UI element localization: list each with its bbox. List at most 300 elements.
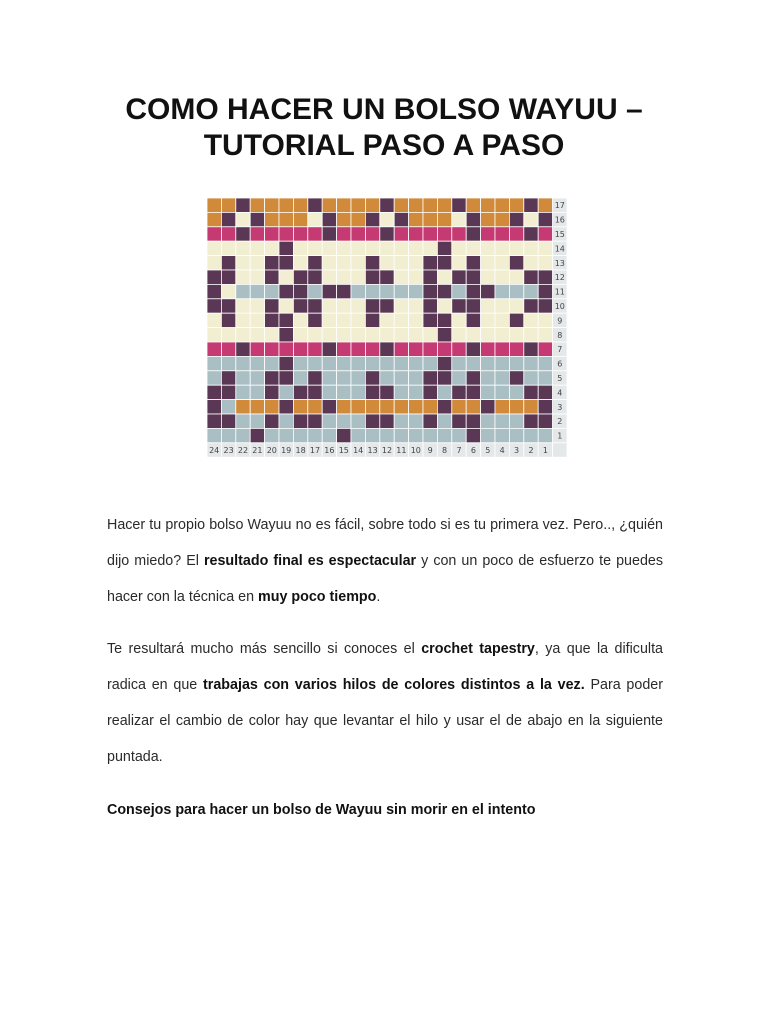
stitch-cell — [466, 356, 480, 370]
stitch-cell — [394, 212, 408, 226]
stitch-cell — [265, 414, 279, 428]
stitch-cell — [293, 198, 307, 212]
stitch-cell — [481, 356, 495, 370]
stitch-cell — [495, 313, 509, 327]
stitch-cell — [394, 256, 408, 270]
stitch-cell — [423, 371, 437, 385]
stitch-cell — [322, 270, 336, 284]
stitch-cell — [452, 212, 466, 226]
stitch-cell — [236, 371, 250, 385]
stitch-cell — [380, 313, 394, 327]
stitch-cell — [221, 227, 235, 241]
stitch-cell — [466, 428, 480, 442]
stitch-cell — [452, 342, 466, 356]
stitch-cell — [452, 328, 466, 342]
stitch-cell — [423, 256, 437, 270]
row-number-label: 16 — [554, 215, 565, 225]
stitch-cell — [409, 241, 423, 255]
stitch-cell — [279, 328, 293, 342]
stitch-cell — [495, 342, 509, 356]
stitch-cell — [466, 256, 480, 270]
stitch-cell — [308, 227, 322, 241]
stitch-cell — [524, 356, 538, 370]
stitch-cell — [308, 284, 322, 298]
stitch-cell — [351, 385, 365, 399]
intro-paragraph — [107, 507, 663, 615]
stitch-cell — [221, 356, 235, 370]
stitch-cell — [279, 284, 293, 298]
stitch-cell — [351, 400, 365, 414]
stitch-cell — [236, 342, 250, 356]
stitch-cell — [409, 270, 423, 284]
stitch-cell — [509, 299, 523, 313]
stitch-cell — [236, 227, 250, 241]
stitch-cell — [538, 299, 552, 313]
title-line-1: COMO HACER UN BOLSO WAYUU – — [125, 93, 643, 126]
stitch-cell — [337, 385, 351, 399]
stitch-cell — [308, 328, 322, 342]
stitch-cell — [279, 342, 293, 356]
stitch-cell — [221, 428, 235, 442]
stitch-cell — [308, 299, 322, 313]
stitch-cell — [394, 385, 408, 399]
stitch-cell — [250, 256, 264, 270]
stitch-cell — [423, 241, 437, 255]
column-number-label: 12 — [381, 446, 393, 455]
stitch-cell — [466, 342, 480, 356]
stitch-cell — [322, 284, 336, 298]
stitch-cell — [279, 428, 293, 442]
stitch-cell — [380, 328, 394, 342]
stitch-cell — [308, 270, 322, 284]
stitch-cell — [279, 400, 293, 414]
column-number-label: 6 — [470, 446, 476, 455]
stitch-cell — [524, 385, 538, 399]
column-number-label: 24 — [209, 446, 220, 455]
stitch-cell — [265, 284, 279, 298]
stitch-cell — [308, 414, 322, 428]
stitch-cell — [293, 328, 307, 342]
column-number-label: 22 — [237, 446, 249, 455]
stitch-cell — [322, 356, 336, 370]
technique-text-1: Te resultará mucho más sencillo si conoces el — [107, 641, 422, 657]
column-number-label: 20 — [266, 446, 277, 455]
stitch-cell — [524, 328, 538, 342]
stitch-cell — [236, 428, 250, 442]
stitch-cell — [308, 371, 322, 385]
column-number-label: 4 — [499, 446, 505, 455]
stitch-cell — [409, 227, 423, 241]
stitch-cell — [322, 371, 336, 385]
stitch-cell — [538, 198, 552, 212]
stitch-cell — [265, 328, 279, 342]
technique-text-3: Para poder realizar el cambio de color hay que levantar el hilo y usar el de abajo en la siguiente puntada. — [107, 677, 663, 765]
stitch-cell — [380, 284, 394, 298]
stitch-cell — [481, 400, 495, 414]
stitch-cell — [279, 270, 293, 284]
stitch-cell — [409, 328, 423, 342]
stitch-cell — [452, 227, 466, 241]
row-number-label: 12 — [554, 273, 565, 283]
stitch-cell — [265, 299, 279, 313]
stitch-cell — [538, 284, 552, 298]
stitch-cell — [423, 284, 437, 298]
stitch-cell — [351, 241, 365, 255]
stitch-cell — [351, 198, 365, 212]
stitch-cell — [221, 385, 235, 399]
stitch-cell — [236, 328, 250, 342]
stitch-cell — [221, 328, 235, 342]
stitch-cell — [524, 299, 538, 313]
row-number-label: 3 — [557, 402, 563, 412]
stitch-cell — [293, 385, 307, 399]
stitch-cell — [466, 198, 480, 212]
row-number-label: 4 — [557, 388, 563, 398]
stitch-cell — [265, 270, 279, 284]
stitch-cell — [236, 400, 250, 414]
stitch-cell — [437, 342, 451, 356]
stitch-cell — [351, 428, 365, 442]
stitch-cell — [452, 428, 466, 442]
stitch-cell — [236, 212, 250, 226]
stitch-cell — [394, 227, 408, 241]
stitch-cell — [221, 270, 235, 284]
stitch-cell — [466, 400, 480, 414]
stitch-cell — [423, 356, 437, 370]
stitch-cell — [207, 256, 221, 270]
stitch-cell — [524, 241, 538, 255]
corner-box — [553, 443, 567, 457]
stitch-cell — [538, 356, 552, 370]
stitch-cell — [509, 198, 523, 212]
stitch-cell — [308, 198, 322, 212]
stitch-cell — [452, 198, 466, 212]
stitch-cell — [337, 284, 351, 298]
stitch-cell — [481, 241, 495, 255]
column-number-label: 8 — [442, 446, 448, 455]
stitch-cell — [509, 342, 523, 356]
stitch-cell — [452, 299, 466, 313]
stitch-cell — [423, 428, 437, 442]
stitch-cell — [250, 227, 264, 241]
stitch-cell — [308, 256, 322, 270]
row-number-label: 8 — [557, 330, 563, 340]
stitch-cell — [409, 371, 423, 385]
stitch-cell — [481, 313, 495, 327]
stitch-cell — [221, 241, 235, 255]
stitch-cell — [221, 400, 235, 414]
stitch-cell — [279, 414, 293, 428]
stitch-cell — [250, 284, 264, 298]
stitch-cell — [394, 356, 408, 370]
stitch-cell — [509, 328, 523, 342]
stitch-cell — [394, 313, 408, 327]
stitch-cell — [250, 328, 264, 342]
stitch-cell — [337, 299, 351, 313]
stitch-cell — [394, 371, 408, 385]
stitch-cell — [538, 414, 552, 428]
stitch-cell — [322, 328, 336, 342]
stitch-cell — [351, 414, 365, 428]
column-number-label: 16 — [324, 446, 335, 455]
stitch-cell — [437, 227, 451, 241]
stitch-cell — [509, 284, 523, 298]
stitch-cell — [394, 328, 408, 342]
stitch-cell — [481, 198, 495, 212]
pattern-grid-svg — [205, 197, 565, 462]
stitch-cell — [250, 400, 264, 414]
stitch-cell — [308, 212, 322, 226]
stitch-cell — [524, 284, 538, 298]
stitch-cell — [495, 400, 509, 414]
stitch-cell — [221, 313, 235, 327]
stitch-cell — [380, 227, 394, 241]
stitch-cell — [452, 284, 466, 298]
stitch-cell — [423, 299, 437, 313]
stitch-cell — [524, 313, 538, 327]
stitch-cell — [380, 371, 394, 385]
stitch-cell — [409, 414, 423, 428]
stitch-cell — [351, 284, 365, 298]
stitch-cell — [538, 256, 552, 270]
stitch-cell — [409, 342, 423, 356]
stitch-cell — [337, 212, 351, 226]
stitch-cell — [437, 371, 451, 385]
stitch-cell — [207, 356, 221, 370]
stitch-cell — [538, 270, 552, 284]
stitch-cell — [538, 328, 552, 342]
stitch-cell — [524, 227, 538, 241]
stitch-cell — [351, 328, 365, 342]
stitch-cell — [322, 198, 336, 212]
stitch-cell — [236, 256, 250, 270]
stitch-cell — [437, 198, 451, 212]
stitch-cell — [394, 241, 408, 255]
stitch-cell — [466, 414, 480, 428]
stitch-cell — [437, 428, 451, 442]
stitch-cell — [236, 414, 250, 428]
stitch-cell — [394, 198, 408, 212]
stitch-cell — [394, 284, 408, 298]
stitch-cell — [423, 212, 437, 226]
stitch-cell — [437, 270, 451, 284]
stitch-cell — [466, 371, 480, 385]
section-heading: Consejos para hacer un bolso de Wayuu sin morir en el intento — [107, 802, 536, 818]
stitch-cell — [380, 356, 394, 370]
stitch-cell — [293, 270, 307, 284]
stitch-cell — [524, 400, 538, 414]
stitch-cell — [538, 212, 552, 226]
stitch-cell — [365, 313, 379, 327]
stitch-cell — [423, 198, 437, 212]
stitch-cell — [293, 299, 307, 313]
stitch-cell — [279, 371, 293, 385]
stitch-cell — [322, 414, 336, 428]
stitch-cell — [279, 313, 293, 327]
stitch-cell — [250, 270, 264, 284]
stitch-cell — [380, 428, 394, 442]
stitch-cell — [394, 270, 408, 284]
row-number-label: 9 — [557, 316, 563, 326]
stitch-cell — [250, 356, 264, 370]
stitch-cell — [265, 371, 279, 385]
stitch-cell — [351, 256, 365, 270]
stitch-cell — [495, 371, 509, 385]
stitch-cell — [322, 212, 336, 226]
stitch-cell — [452, 414, 466, 428]
stitch-cell — [409, 400, 423, 414]
stitch-cell — [481, 256, 495, 270]
intro-text-3: . — [376, 589, 381, 605]
stitch-cell — [466, 385, 480, 399]
stitch-cell — [409, 428, 423, 442]
stitch-cell — [437, 385, 451, 399]
row-number-label: 5 — [557, 374, 563, 383]
intro-text-1: Hacer tu propio bolso Wayuu no es fácil, sobre todo si es tu primera vez. Pero.., ¿quién dijo miedo? El — [107, 517, 663, 569]
stitch-cell — [524, 270, 538, 284]
stitch-cell — [466, 241, 480, 255]
stitch-cell — [207, 342, 221, 356]
stitch-cell — [466, 299, 480, 313]
stitch-cell — [423, 227, 437, 241]
stitch-cell — [365, 227, 379, 241]
stitch-cell — [365, 198, 379, 212]
stitch-cell — [437, 284, 451, 298]
stitch-cell — [221, 284, 235, 298]
stitch-cell — [337, 400, 351, 414]
stitch-cell — [337, 342, 351, 356]
stitch-cell — [207, 313, 221, 327]
column-number-label: 21 — [252, 446, 263, 455]
stitch-cell — [524, 212, 538, 226]
stitch-cell — [250, 385, 264, 399]
stitch-cell — [452, 313, 466, 327]
stitch-cell — [279, 212, 293, 226]
row-number-label: 17 — [554, 201, 565, 211]
stitch-cell — [322, 256, 336, 270]
stitch-cell — [538, 313, 552, 327]
stitch-cell — [279, 356, 293, 370]
stitch-cell — [293, 356, 307, 370]
stitch-cell — [207, 400, 221, 414]
stitch-cell — [250, 313, 264, 327]
stitch-cell — [207, 414, 221, 428]
stitch-cell — [437, 414, 451, 428]
stitch-cell — [236, 284, 250, 298]
stitch-cell — [495, 328, 509, 342]
stitch-cell — [265, 227, 279, 241]
stitch-cell — [538, 227, 552, 241]
page-title — [60, 92, 708, 164]
stitch-cell — [365, 400, 379, 414]
stitch-cell — [207, 270, 221, 284]
stitch-cell — [394, 299, 408, 313]
stitch-cell — [322, 342, 336, 356]
technique-bold-2: trabajas con varios hilos de colores distintos a la vez. — [203, 677, 585, 693]
stitch-cell — [524, 342, 538, 356]
stitch-cell — [409, 212, 423, 226]
stitch-cell — [365, 284, 379, 298]
stitch-cell — [423, 328, 437, 342]
stitch-cell — [452, 356, 466, 370]
stitch-cell — [337, 198, 351, 212]
stitch-cell — [221, 212, 235, 226]
stitch-cell — [265, 342, 279, 356]
column-number-label: 7 — [456, 446, 462, 455]
stitch-cell — [509, 270, 523, 284]
stitch-cell — [322, 227, 336, 241]
stitch-cell — [322, 428, 336, 442]
stitch-cell — [409, 284, 423, 298]
stitch-cell — [337, 241, 351, 255]
stitch-cell — [437, 299, 451, 313]
stitch-cell — [221, 256, 235, 270]
stitch-cell — [365, 241, 379, 255]
stitch-cell — [236, 385, 250, 399]
stitch-cell — [308, 385, 322, 399]
stitch-cell — [481, 428, 495, 442]
stitch-cell — [351, 212, 365, 226]
stitch-cell — [481, 284, 495, 298]
stitch-cell — [437, 241, 451, 255]
stitch-cell — [279, 241, 293, 255]
column-number-label: 13 — [367, 446, 378, 455]
row-number-label: 2 — [557, 417, 563, 427]
stitch-cell — [365, 428, 379, 442]
stitch-cell — [524, 428, 538, 442]
stitch-cell — [337, 428, 351, 442]
stitch-cell — [351, 313, 365, 327]
stitch-cell — [365, 256, 379, 270]
stitch-cell — [466, 284, 480, 298]
stitch-cell — [293, 400, 307, 414]
stitch-cell — [380, 270, 394, 284]
stitch-cell — [481, 212, 495, 226]
stitch-cell — [409, 299, 423, 313]
stitch-cell — [207, 428, 221, 442]
stitch-cell — [538, 385, 552, 399]
stitch-cell — [409, 385, 423, 399]
stitch-cell — [481, 270, 495, 284]
stitch-cell — [437, 328, 451, 342]
stitch-cell — [236, 356, 250, 370]
stitch-cell — [265, 198, 279, 212]
stitch-cell — [365, 385, 379, 399]
stitch-cell — [293, 371, 307, 385]
stitch-cell — [452, 256, 466, 270]
stitch-cell — [265, 428, 279, 442]
column-number-label: 10 — [410, 446, 421, 455]
stitch-cell — [207, 198, 221, 212]
stitch-cell — [351, 270, 365, 284]
stitch-cell — [495, 212, 509, 226]
stitch-cell — [265, 356, 279, 370]
stitch-cell — [279, 299, 293, 313]
stitch-cell — [409, 356, 423, 370]
column-number-label: 19 — [281, 446, 292, 455]
technique-paragraph — [107, 631, 663, 775]
stitch-cell — [265, 385, 279, 399]
stitch-cell — [394, 428, 408, 442]
stitch-cell — [308, 356, 322, 370]
stitch-cell — [351, 227, 365, 241]
stitch-cell — [380, 385, 394, 399]
stitch-cell — [380, 212, 394, 226]
stitch-cell — [437, 400, 451, 414]
row-number-label: 14 — [554, 244, 565, 254]
stitch-cell — [265, 256, 279, 270]
stitch-cell — [481, 227, 495, 241]
